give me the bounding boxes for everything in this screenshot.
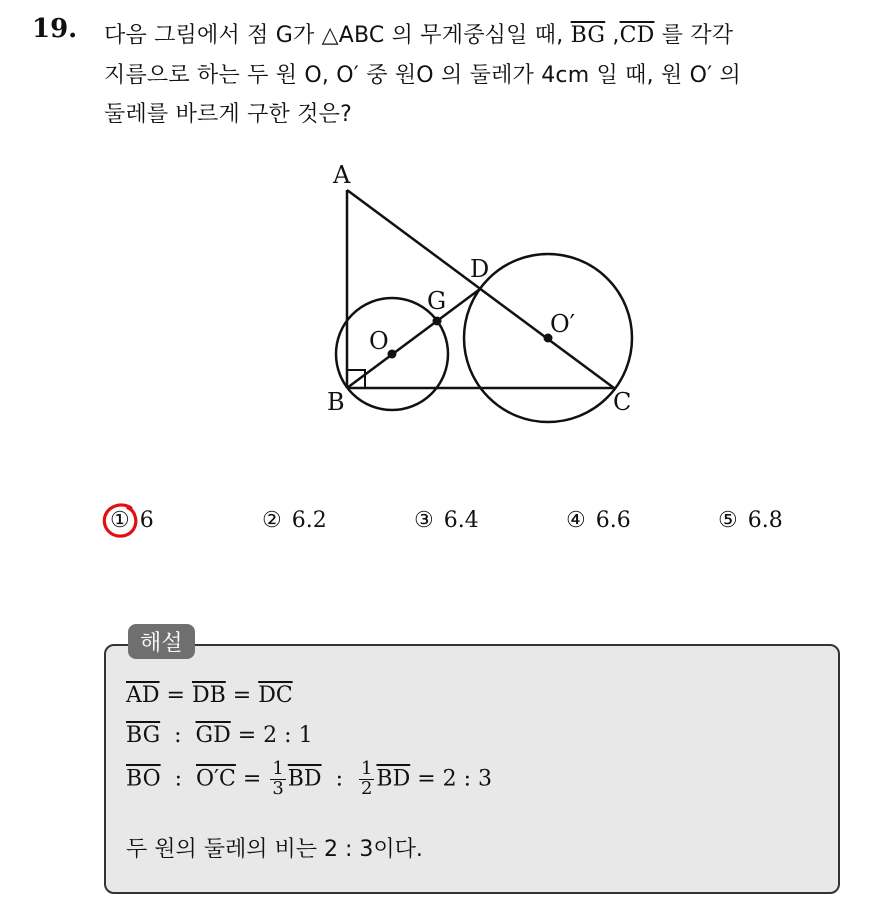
choice-5[interactable] — [718, 508, 783, 533]
selected-answer-circle-icon — [101, 501, 141, 541]
segment-bg: $\overline{BG}$ — [126, 723, 161, 748]
point-g — [433, 317, 442, 326]
fraction-one-half — [359, 760, 374, 799]
segment-bd: $\overline{BD}$ — [376, 766, 411, 792]
question-number: 19. — [32, 14, 78, 44]
segment-gd: $\overline{GD}$ — [195, 723, 231, 748]
label-g: G — [427, 287, 447, 315]
choice-mark: ③ — [414, 508, 434, 533]
fraction-one-third — [270, 760, 285, 799]
segment-bd: $\overline{BD}$ — [287, 766, 322, 792]
solution-line-4: 두 원의 둘레의 비는 2 : 3이다. — [126, 837, 423, 862]
solution-line-3 — [126, 760, 492, 799]
choice-mark: ⑤ — [718, 508, 738, 533]
choice-value: 6.8 — [747, 508, 783, 533]
question-text: , — [605, 23, 620, 48]
label-b: B — [327, 388, 345, 416]
question-line-3: 둘레를 바르게 구한 것은? — [104, 102, 352, 127]
segment-db: $\overline{DB}$ — [191, 683, 226, 708]
choice-value: 6 — [139, 508, 154, 533]
solution-line-2 — [126, 723, 313, 748]
ratio-colon: : — [160, 766, 197, 792]
point-o — [388, 350, 397, 359]
fraction-denominator: 3 — [272, 777, 284, 799]
question-line-2: 지름으로 하는 두 원 O, O′ 중 원O 의 둘레가 4cm 일 때, 원 O′ 의 — [104, 63, 742, 88]
choice-mark: ① — [110, 508, 130, 533]
label-o: O — [369, 327, 389, 355]
choice-mark: ④ — [566, 508, 586, 533]
question-text: 다음 그림에서 점 G가 △ABC 의 무게중심일 때, — [104, 23, 571, 48]
label-c: C — [613, 388, 632, 416]
choice-value: 6.4 — [443, 508, 479, 533]
choice-2[interactable] — [262, 508, 327, 533]
choice-4[interactable] — [566, 508, 631, 533]
fraction-denominator: 2 — [360, 777, 373, 799]
ratio-colon: : — [160, 723, 196, 748]
segment-ad: $\overline{AD}$ — [126, 683, 160, 708]
segment-dc: $\overline{DC}$ — [258, 683, 293, 708]
ratio-result: = 2 : 1 — [230, 723, 313, 748]
equals: = — [225, 683, 259, 708]
equals: = — [159, 683, 192, 708]
segment-bg: $\overline{BG}$ — [570, 23, 606, 48]
ratio-result: = 2 : 3 — [410, 766, 493, 792]
label-a: A — [333, 161, 351, 189]
segment-cd: $\overline{CD}$ — [619, 23, 655, 48]
choice-3[interactable] — [414, 508, 479, 533]
solution-tag: 해설 — [128, 624, 195, 659]
segment-bo: $\overline{BO}$ — [126, 766, 161, 792]
segment-o-prime-c: O′C — [196, 766, 236, 792]
choice-value: 6.6 — [595, 508, 631, 533]
label-d: D — [470, 255, 490, 283]
ratio-colon: : — [321, 766, 357, 792]
equals: = — [235, 766, 269, 792]
fraction-numerator: 1 — [272, 758, 284, 779]
question-text: 를 각각 — [654, 23, 734, 48]
choice-value: 6.2 — [291, 508, 327, 533]
choice-mark: ② — [262, 508, 282, 533]
fraction-numerator: 1 — [360, 758, 373, 779]
solution-line-1 — [126, 683, 293, 708]
label-o-prime: O′ — [550, 310, 576, 338]
